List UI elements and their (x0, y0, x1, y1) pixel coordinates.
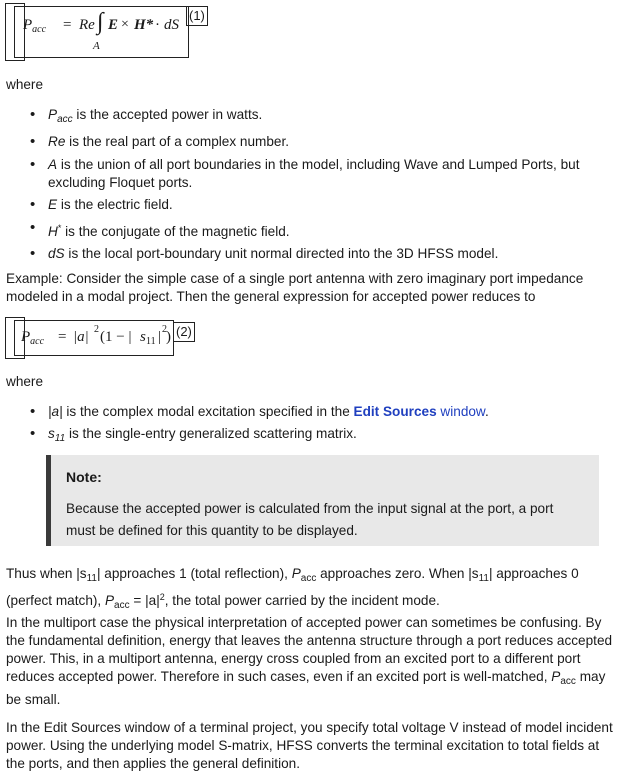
list-item: • Re is the real part of a complex number. (30, 133, 610, 151)
note-title: Note: (66, 469, 102, 485)
where-label-2: where (6, 374, 44, 389)
example-paragraph: Example: Consider the simple case of a single port antenna with zero imaginary port impedance modeled in a modal project. Then the general expression for accepted power reduces to (6, 271, 584, 304)
eq2-equals: = (58, 329, 67, 345)
eq1-equals: = (63, 17, 72, 33)
eq1-dot: · (155, 17, 160, 33)
eq2-s-sub: 11 (146, 336, 156, 347)
eq2-s: s (140, 329, 146, 345)
paragraph-1: Thus when $|s_{11}|$ approaches 1 (total reflection), $P_{acc}$ approaches zero. When $|s_{11}|$ approaches 0 (perfect match), $P_{acc} = |a|^2$, the total power carried by the incident mode. (6, 566, 579, 611)
paragraph-3: In the Edit Sources window of a terminal project, you specify total voltage V instead of model incident power. Using the underlying model S-matrix, HFSS converts the terminal excitation to total fields at the ports, and then applies the general definition. (6, 720, 613, 771)
list-item: • H* is the conjugate of the magnetic field. (30, 219, 610, 241)
definitions-list-2 (30, 403, 610, 453)
equation-2-number: (2) (173, 322, 195, 342)
eq1-times: × (121, 17, 129, 32)
eq1-integral: ∫ (97, 9, 104, 35)
eq2-square: 2 (94, 324, 99, 335)
equation-1-number: (1) (186, 6, 208, 26)
eq1-ds: dS (164, 17, 179, 33)
equation-1 (14, 6, 189, 58)
eq2-lhs: $P_{acc}$ (21, 329, 45, 347)
edit-sources-link[interactable]: Edit Sources window (353, 404, 486, 419)
list-item: • $P_{acc}$ is the accepted power in watts. (30, 106, 610, 129)
list-item: • $s_{11}$ is the single-entry generalized scattering matrix. (30, 425, 610, 448)
eq1-h: H* (134, 17, 154, 33)
eq2-bar: | (158, 329, 162, 345)
definitions-list-1 (30, 106, 610, 267)
equation-2 (14, 320, 174, 356)
note-body: Because the accepted power is calculated from the input signal at the port, a port must be defined for this quantity to be displayed. (66, 501, 554, 538)
eq1-under: A (93, 40, 100, 52)
list-item: • |a| is the complex modal excitation specified in the Edit Sources window. (30, 403, 610, 421)
eq2-close: ) (166, 329, 171, 345)
eq2-open: (1 − | (100, 329, 132, 345)
eq2-a-abs: |a| (73, 329, 89, 345)
eq1-lhs: $P_{acc}$ (23, 17, 47, 35)
paragraph-2: In the multiport case the physical interpretation of accepted power can sometimes be confusing. By the fundamental definition, energy that leaves the antenna structure through a port reduces accepted power. This, in a multiport antenna, energy cross coupled from an excited port to a different port reduces accepted power. Therefore in such cases, even if an excited port is well-matched, $P_{acc}$ may be small. (6, 615, 613, 707)
eq2-close-square: 2 (162, 324, 167, 335)
list-item: • A is the union of all port boundaries in the model, including Wave and Lumped Ports, but excluding Floquet ports. (30, 156, 610, 192)
list-item: • dS is the local port-boundary unit normal directed into the 3D HFSS model. (30, 245, 610, 263)
where-label-1: where (6, 77, 44, 92)
list-item: • E is the electric field. (30, 196, 610, 214)
eq1-e: E (108, 17, 119, 33)
note-box (46, 455, 599, 546)
eq1-re: Re (79, 17, 95, 33)
